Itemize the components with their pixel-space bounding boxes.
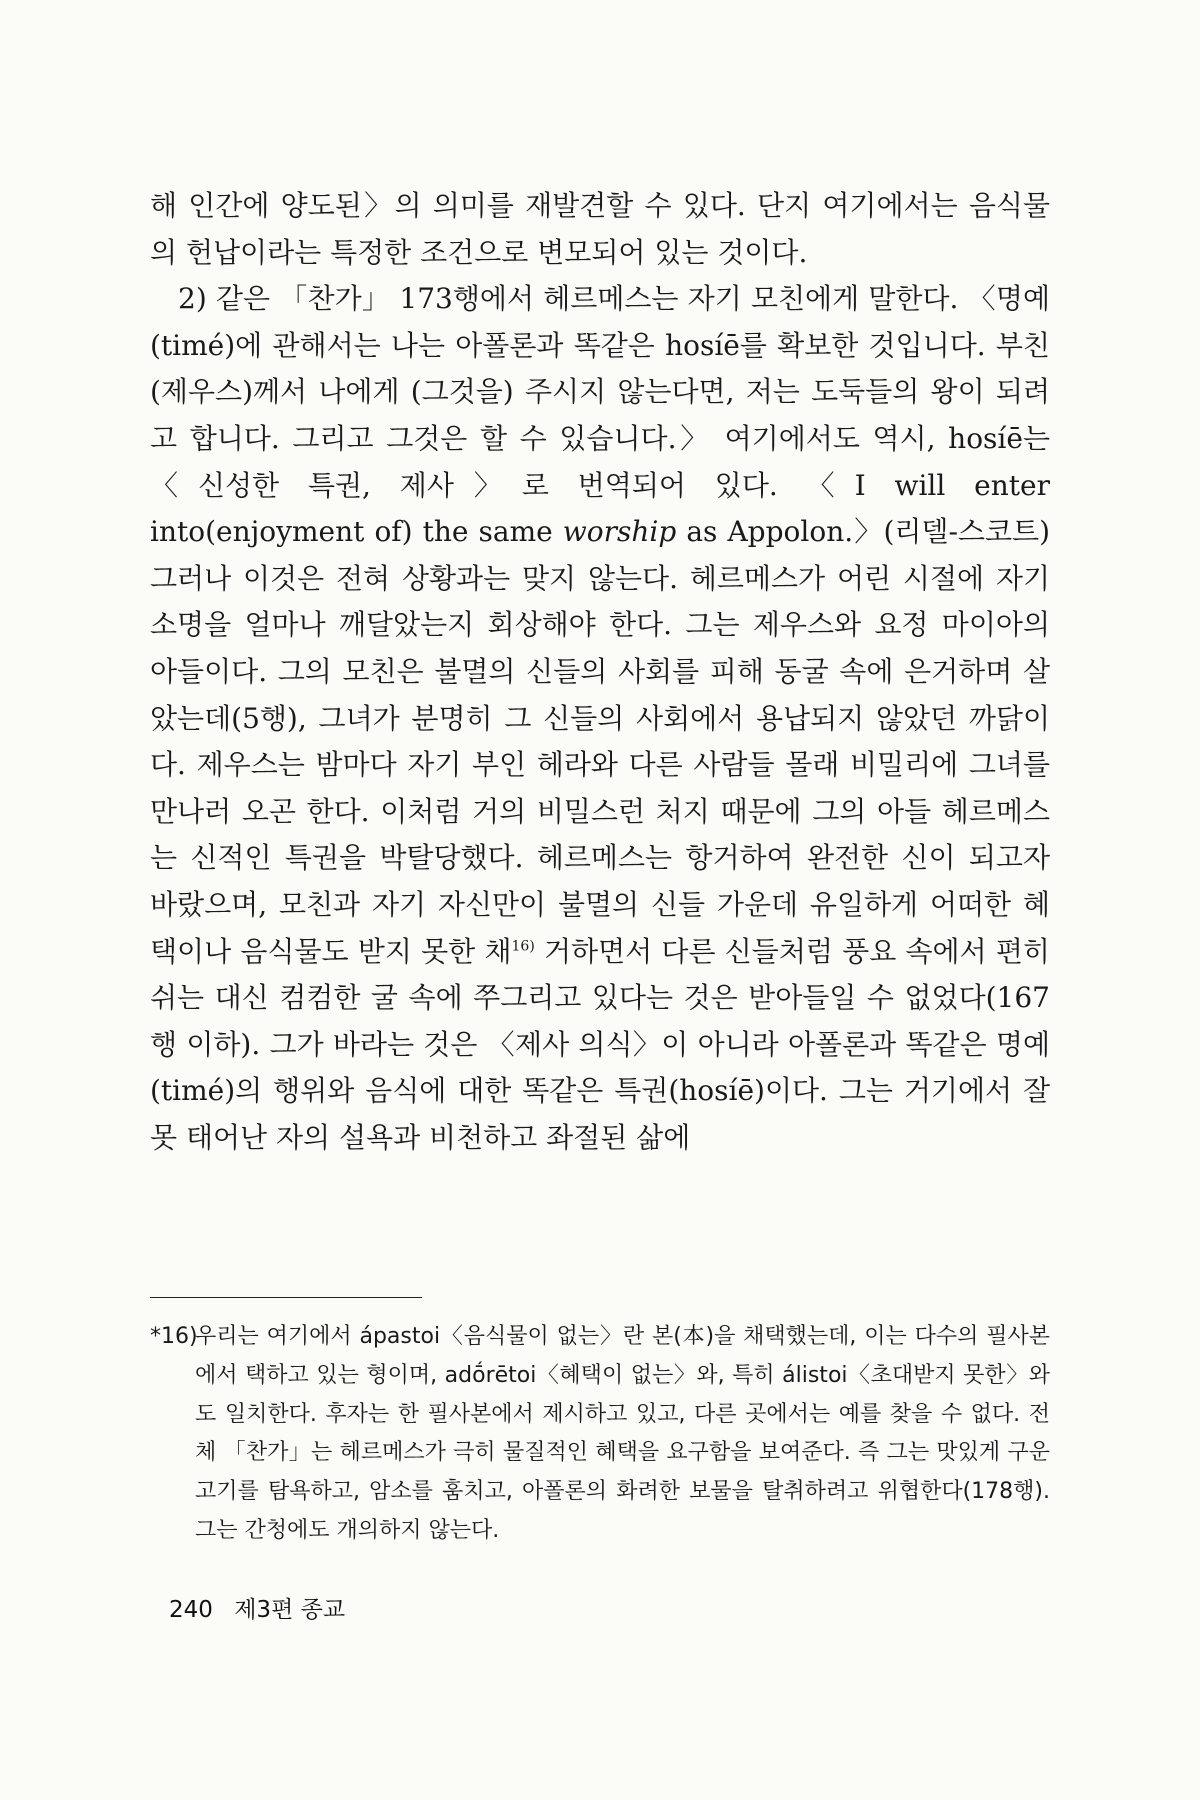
paragraph-2-part-c: 거하면서 다른 신들처럼 풍요 속에서 편히 쉬는 대신 컴컴한 굴 속에 쭈그리고 있다는 것은 받아들일 수 없었다(167행 이하). 그가 바라는 것은 〈제사 의식〉이 아니라 아폴론과 똑같은 명예(timé)의 행위와 음식에 대한 똑같은 특권(hosíē)이다. 그는 거기에서 잘못 태어난 자의 설욕과 비천하고 좌절된 삶에: [150, 934, 1050, 1154]
paragraph-1: 해 인간에 양도된〉의 의미를 재발견할 수 있다. 단지 여기에서는 음식물의 헌납이라는 특정한 조건으로 변모되어 있는 것이다.: [150, 189, 1050, 269]
paragraph-2: [150, 276, 1050, 1161]
page-footer: [169, 1591, 345, 1624]
section-title: 제3편 종교: [234, 1597, 346, 1623]
main-text: [150, 183, 1050, 1161]
footnote-marker: *16): [150, 1324, 198, 1349]
worship-italic: worship: [562, 515, 677, 549]
footnote-text: 우리는 여기에서 ápastoi〈음식물이 없는〉란 본(本)을 채택했는데, 이는 다수의 필사본에서 택하고 있는 형이며, adṓrētoi〈혜택이 없는〉와, 특히 álistoi〈초대받지 못한〉와도 일치한다. 후자는 한 필사본에서 제시하고 있고, 다른 곳에서는 예를 찾을 수 없다. 전체 「찬가」는 헤르메스가 극히 물질적인 혜택을 요구함을 보여준다. 즉 그는 맛있게 구운 고기를 탐욕하고, 암소를 훔치고, 아폴론의 화려한 보물을 탈취하려고 위협한다(178행). 그는 간청에도 개의하지 않는다.: [195, 1324, 1050, 1543]
footnote: [150, 1318, 1050, 1551]
paragraph-2-part-a: 2) 같은 「찬가」 173행에서 헤르메스는 자기 모친에게 말한다. 〈명예(timé)에 관해서는 나는 아폴론과 똑같은 hosíē를 확보한 것입니다. 부친(제우스)께서 나에게 (그것을) 주시지 않는다면, 저는 도둑들의 왕이 되려고 합니다. 그리고 그것은 할 수 있습니다.〉 여기에서도 역시, hosíē는 〈신성한 특권, 제사〉로 번역되어 있다. 〈I will enter into(enjoyment of) the same: [150, 282, 1050, 549]
page-number: 240: [169, 1597, 213, 1623]
paragraph-2-part-b: as Appolon.〉(리델-스코트) 그러나 이것은 전혀 상황과는 맞지 않는다. 헤르메스가 어린 시절에 자기 소명을 얼마나 깨달았는지 회상해야 한다. 그는 제우스와 요정 마이아의 아들이다. 그의 모친은 불멸의 신들의 사회를 피해 동굴 속에 은거하며 살았는데(5행), 그녀가 분명히 그 신들의 사회에서 용납되지 않았던 까닭이다. 제우스는 밤마다 자기 부인 헤라와 다른 사람들 몰래 비밀리에 그녀를 만나러 오곤 한다. 이처럼 거의 비밀스런 처지 때문에 그의 아들 헤르메스는 신적인 특권을 박탈당했다. 헤르메스는 항거하여 완전한 신이 되고자 바랐으며, 모친과 자기 자신만이 불멸의 신들 가운데 유일하게 어떠한 혜택이나 음식물도 받지 못한 채: [150, 515, 1050, 968]
footnote-reference[interactable]: 16): [511, 938, 535, 955]
footnote-divider: [150, 1297, 422, 1298]
